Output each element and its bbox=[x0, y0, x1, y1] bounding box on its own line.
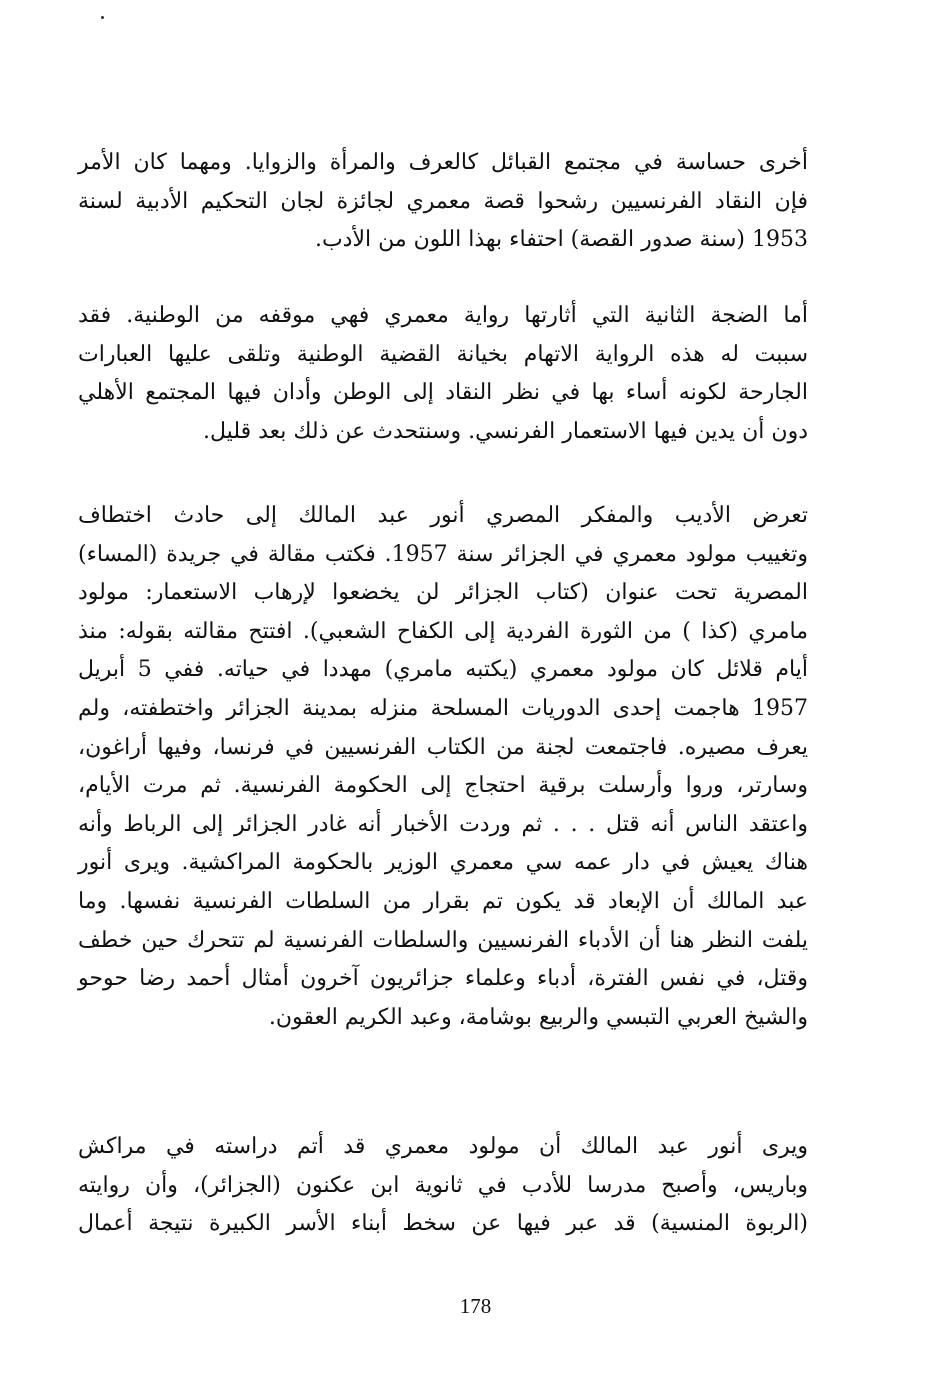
paragraph-2 bbox=[78, 297, 808, 451]
text-line: وباريس، وأصبح مدرسا للأدب في ثانوية ابن عكنون (الجزائر)، وأن روايته bbox=[78, 1172, 808, 1198]
text-line: تعرض الأديب والمفكر المصري أنور عبد المالك إلى حادث اختطاف bbox=[78, 503, 808, 528]
text-line: أما الضجة الثانية التي أثارتها رواية معمري فهي موقفه من الوطنية. فقد bbox=[78, 303, 809, 328]
scan-speck bbox=[101, 16, 104, 19]
text-line: واعتقد الناس أنه قتل . . . ثم وردت الأخبار أنه غادر الجزائر إلى الرباط وأنه bbox=[78, 811, 809, 837]
text-line: (الربوة المنسية) قد عبر فيها عن سخط أبناء الأسر الكبيرة نتيجة أعمال bbox=[78, 1211, 808, 1237]
text-line: فإن النقاد الفرنسيين رشحوا قصة معمري لجائزة لجان التحكيم الأدبية لسنة bbox=[78, 188, 808, 214]
text-line: مامري (كذا ) من الثورة الفردية إلى الكفاح الشعبي). افتتح مقالته بقوله: منذ bbox=[78, 618, 808, 644]
text-line: والشيخ العربي التبسي والربيع بوشامة، وعبد الكريم العقون. bbox=[268, 1004, 808, 1030]
text-line: وقتل، في نفس الفترة، أدباء وعلماء جزائريون آخرون أمثال أحمد رضا حوحو bbox=[78, 966, 809, 992]
text-line: الجارحة لكونه أساء بها في نظر النقاد إلى الوطن وأدان فيها المجتمع الأهلي bbox=[78, 380, 808, 406]
text-line: وتغييب مولود معمري في الجزائر سنة 1957. فكتب مقالة في جريدة (المساء) bbox=[78, 541, 808, 567]
text-line: وسارتر، وروا وأرسلت برقية احتجاج إلى الحكومة الفرنسية. ثم مرت الأيام، bbox=[78, 773, 808, 799]
text-line: يعرف مصيره. فاجتمعت لجنة من الكتاب الفرنسيين في فرنسا، وفيها أراغون، bbox=[78, 734, 808, 760]
paragraph-3 bbox=[78, 497, 808, 1037]
page-number: 178 bbox=[459, 1294, 492, 1318]
text-line: أيام قلائل كان مولود معمري (يكتبه مامري) مهددا في حياته. ففي 5 أبريل bbox=[78, 657, 808, 683]
paragraph-1 bbox=[78, 144, 808, 260]
text-line: ويرى أنور عبد المالك أن مولود معمري قد أتم دراسته في مراكش bbox=[78, 1134, 808, 1159]
text-line: أخرى حساسة في مجتمع القبائل كالعرف والمرأة والزوايا. ومهما كان الأمر bbox=[78, 150, 808, 175]
text-line: سببت له هذه الرواية الاتهام بخيانة القضية الوطنية وتلقى عليها العبارات bbox=[78, 341, 808, 367]
text-line: 1953 (سنة صدور القصة) احتفاء بهذا اللون من الأدب. bbox=[314, 227, 808, 253]
text-line: دون أن يدين فيها الاستعمار الفرنسي. وسنتحدث عن ذلك بعد قليل. bbox=[203, 418, 808, 444]
paragraph-4 bbox=[78, 1128, 808, 1244]
text-line: 1957 هاجمت إحدى الدوريات المسلحة منزله بمدينة الجزائر واختطفته، ولم bbox=[78, 695, 808, 721]
text-line: المصرية تحت عنوان (كتاب الجزائر لن يخضعوا لإرهاب الاستعمار: مولود bbox=[78, 580, 808, 606]
text-line: هناك يعيش في دار عمه سي معمري الوزير بالحكومة المراكشية. ويرى أنور bbox=[78, 850, 808, 876]
text-line: عبد المالك أن الإبعاد قد يكون تم بقرار من السلطات الفرنسية نفسها. وما bbox=[78, 888, 808, 914]
text-line: يلفت النظر هنا أن الأدباء الفرنسيين والسلطات الفرنسية لم تتحرك حين خطف bbox=[78, 927, 808, 953]
